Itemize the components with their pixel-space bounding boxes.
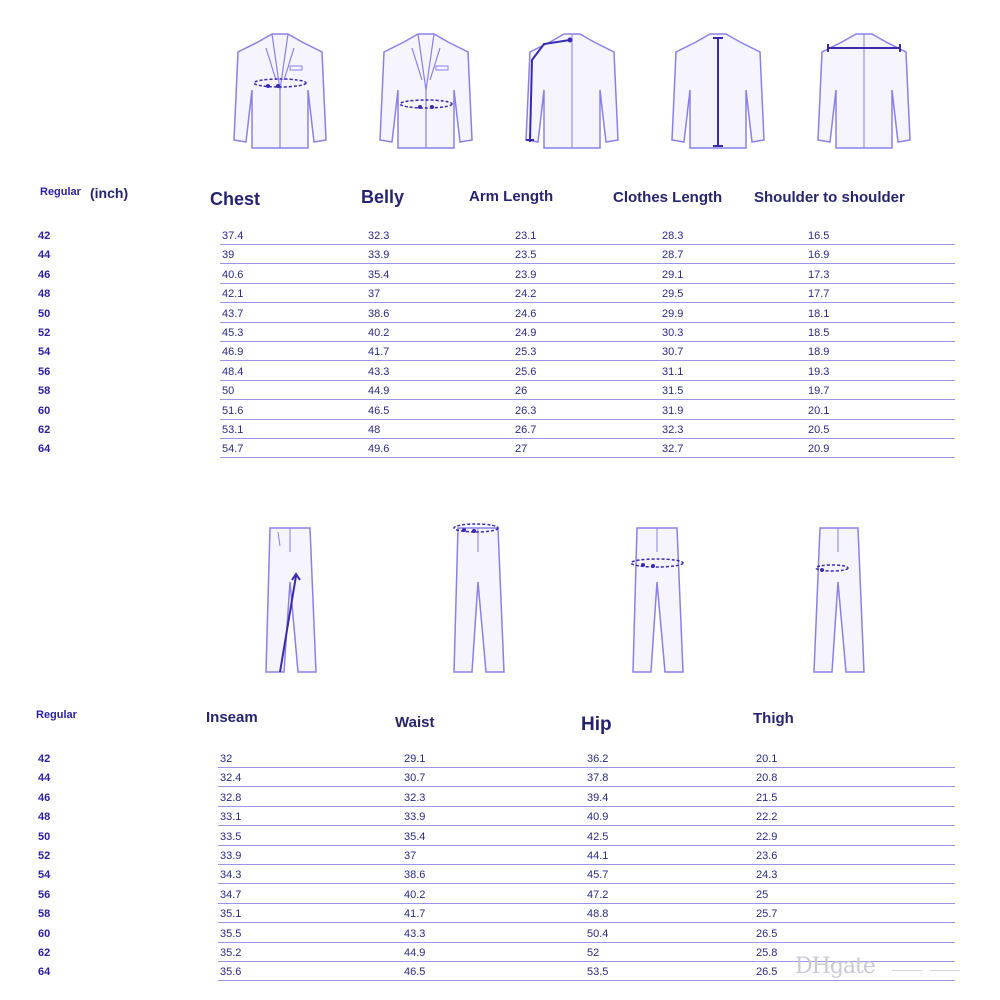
table-cell: 48.4 [222, 365, 244, 378]
row-divider [218, 903, 955, 904]
table-cell: 37 [404, 850, 417, 862]
jacket-unit-label: (inch) [90, 185, 129, 201]
pants-inseam-illustration [250, 522, 330, 678]
table-cell: 42.1 [222, 288, 244, 301]
table-cell: 46.5 [368, 404, 390, 417]
table-cell: 40.2 [368, 327, 390, 339]
table-cell: 32.3 [368, 230, 390, 242]
table-cell: 52 [587, 947, 600, 959]
table-cell: 18.1 [808, 307, 830, 320]
jacket-clothes-length-illustration [668, 30, 768, 152]
table-cell: 44.9 [404, 947, 426, 959]
table-cell: 33.9 [220, 850, 242, 862]
row-divider [220, 438, 955, 439]
table-cell: 19.3 [808, 365, 830, 378]
table-cell: 35.4 [368, 268, 390, 281]
jacket-shoulder-illustration [814, 30, 914, 152]
table-cell: 30.7 [662, 346, 684, 359]
table-cell: 29.5 [662, 288, 684, 301]
pants-col-hip: Hip [581, 714, 612, 735]
table-cell: 27 [515, 443, 528, 456]
table-cell: 19.7 [808, 385, 830, 398]
table-cell: 34.7 [220, 888, 242, 901]
table-cell: 50 [222, 385, 235, 398]
table-cell: 43.3 [368, 365, 390, 378]
table-cell: 44.1 [587, 850, 609, 862]
row-divider [218, 767, 955, 768]
table-cell: 32.3 [404, 791, 426, 804]
size-label: 52 [38, 327, 51, 339]
table-cell: 26.3 [515, 404, 537, 417]
table-cell: 53.5 [587, 966, 609, 979]
table-cell: 34.3 [220, 869, 242, 882]
size-label: 50 [38, 307, 51, 320]
table-cell: 20.8 [756, 772, 778, 785]
row-divider [220, 283, 955, 284]
table-cell: 44.9 [368, 385, 390, 398]
table-cell: 24.9 [515, 327, 537, 339]
row-divider [218, 942, 955, 943]
size-label: 42 [38, 753, 51, 765]
pants-col-waist: Waist [395, 714, 435, 731]
table-cell: 24.2 [515, 288, 537, 301]
row-divider [220, 457, 955, 458]
size-label: 44 [38, 772, 51, 785]
table-cell: 23.5 [515, 249, 537, 262]
jacket-regular-label: Regular [40, 186, 81, 198]
row-divider [218, 825, 955, 826]
table-cell: 50.4 [587, 927, 609, 940]
table-cell: 40.2 [404, 888, 426, 901]
row-divider [220, 263, 955, 264]
table-cell: 18.5 [808, 327, 830, 339]
table-cell: 20.9 [808, 443, 830, 456]
size-label: 64 [38, 443, 51, 456]
table-cell: 26.7 [515, 424, 537, 436]
row-divider [218, 845, 955, 846]
row-divider [218, 806, 955, 807]
jacket-chest-illustration [230, 30, 330, 152]
jacket-col-arm-length: Arm Length [469, 188, 554, 205]
table-cell: 32.4 [220, 772, 242, 785]
table-cell: 38.6 [368, 307, 390, 320]
table-cell: 35.1 [220, 908, 242, 921]
size-label: 60 [38, 404, 51, 417]
table-cell: 45.7 [587, 869, 609, 882]
size-label: 54 [38, 869, 51, 882]
row-divider [220, 360, 955, 361]
table-cell: 26.5 [756, 966, 778, 979]
row-divider [218, 883, 955, 884]
row-divider [218, 980, 955, 981]
table-cell: 23.1 [515, 230, 537, 242]
row-divider [218, 864, 955, 865]
size-label: 46 [38, 791, 51, 804]
table-cell: 25 [756, 888, 769, 901]
table-cell: 48 [368, 424, 381, 436]
table-cell: 24.3 [756, 869, 778, 882]
table-cell: 48.8 [587, 908, 609, 921]
table-cell: 40.6 [222, 268, 244, 281]
size-label: 42 [38, 230, 51, 242]
table-cell: 36.2 [587, 753, 609, 765]
table-cell: 16.5 [808, 230, 830, 242]
pants-regular-label: Regular [36, 709, 77, 721]
row-divider [220, 302, 955, 303]
jacket-belly-illustration [376, 30, 476, 152]
table-cell: 33.1 [220, 811, 242, 824]
table-cell: 37.8 [587, 772, 609, 785]
row-divider [220, 380, 955, 381]
table-cell: 43.7 [222, 307, 244, 320]
table-cell: 29.1 [662, 268, 684, 281]
table-cell: 18.9 [808, 346, 830, 359]
size-label: 46 [38, 268, 51, 281]
table-cell: 22.2 [756, 811, 778, 824]
table-cell: 28.7 [662, 249, 684, 262]
jacket-col-shoulder: Shoulder to shoulder [754, 189, 905, 206]
watermark-dash [930, 970, 960, 971]
pants-col-thigh: Thigh [753, 710, 794, 727]
table-cell: 31.5 [662, 385, 684, 398]
table-cell: 25.3 [515, 346, 537, 359]
table-cell: 46.9 [222, 346, 244, 359]
watermark-dash [892, 970, 922, 971]
table-cell: 46.5 [404, 966, 426, 979]
table-cell: 43.3 [404, 927, 426, 940]
row-divider [220, 399, 955, 400]
table-cell: 25.6 [515, 365, 537, 378]
table-cell: 53.1 [222, 424, 244, 436]
table-cell: 45.3 [222, 327, 244, 339]
jacket-col-clothes-length: Clothes Length [613, 189, 723, 206]
size-label: 62 [38, 424, 51, 436]
table-cell: 32.8 [220, 791, 242, 804]
table-cell: 49.6 [368, 443, 390, 456]
table-cell: 47.2 [587, 888, 609, 901]
jacket-col-chest: Chest [210, 189, 261, 209]
table-cell: 21.5 [756, 791, 778, 804]
table-cell: 25.8 [756, 947, 778, 959]
table-cell: 33.9 [404, 811, 426, 824]
table-cell: 30.3 [662, 327, 684, 339]
table-cell: 26 [515, 385, 528, 398]
table-cell: 39.4 [587, 791, 609, 804]
table-cell: 30.7 [404, 772, 426, 785]
table-cell: 35.2 [220, 947, 242, 959]
table-cell: 20.1 [756, 753, 778, 765]
table-cell: 20.1 [808, 404, 830, 417]
jacket-arm-length-illustration [522, 30, 622, 152]
table-cell: 37.4 [222, 230, 244, 242]
table-cell: 32 [220, 753, 233, 765]
table-cell: 29.9 [662, 307, 684, 320]
row-divider [220, 419, 955, 420]
table-cell: 51.6 [222, 404, 244, 417]
table-cell: 22.9 [756, 830, 778, 843]
row-divider [220, 322, 955, 323]
row-divider [218, 786, 955, 787]
table-cell: 31.1 [662, 365, 684, 378]
size-label: 60 [38, 927, 51, 940]
table-cell: 26.5 [756, 927, 778, 940]
jacket-col-belly: Belly [361, 187, 405, 207]
table-cell: 31.9 [662, 404, 684, 417]
size-label: 50 [38, 830, 51, 843]
table-cell: 17.3 [808, 268, 830, 281]
size-label: 54 [38, 346, 51, 359]
table-cell: 40.9 [587, 811, 609, 824]
table-cell: 42.5 [587, 830, 609, 843]
table-cell: 16.9 [808, 249, 830, 262]
table-cell: 24.6 [515, 307, 537, 320]
pants-col-inseam: Inseam [206, 709, 258, 726]
table-cell: 23.6 [756, 850, 778, 862]
size-label: 44 [38, 249, 51, 262]
table-cell: 20.5 [808, 424, 830, 436]
table-cell: 54.7 [222, 443, 244, 456]
size-label: 56 [38, 365, 51, 378]
size-label: 58 [38, 385, 51, 398]
table-cell: 28.3 [662, 230, 684, 242]
table-cell: 23.9 [515, 268, 537, 281]
table-cell: 35.4 [404, 830, 426, 843]
table-cell: 35.6 [220, 966, 242, 979]
table-cell: 38.6 [404, 869, 426, 882]
size-label: 64 [38, 966, 51, 979]
watermark-logo: DHgate [795, 954, 875, 979]
size-label: 62 [38, 947, 51, 959]
row-divider [220, 244, 955, 245]
table-cell: 32.7 [662, 443, 684, 456]
table-cell: 33.9 [368, 249, 390, 262]
table-cell: 25.7 [756, 908, 778, 921]
table-cell: 39 [222, 249, 235, 262]
table-cell: 41.7 [404, 908, 426, 921]
table-cell: 32.3 [662, 424, 684, 436]
table-cell: 35.5 [220, 927, 242, 940]
table-cell: 29.1 [404, 753, 426, 765]
row-divider [220, 341, 955, 342]
table-cell: 33.5 [220, 830, 242, 843]
size-label: 56 [38, 888, 51, 901]
table-cell: 17.7 [808, 288, 830, 301]
pants-hip-illustration [625, 522, 705, 678]
size-label: 48 [38, 288, 51, 301]
pants-thigh-illustration [806, 522, 886, 678]
table-cell: 37 [368, 288, 381, 301]
size-label: 52 [38, 850, 51, 862]
table-cell: 41.7 [368, 346, 390, 359]
size-label: 58 [38, 908, 51, 921]
pants-waist-illustration [440, 516, 520, 678]
row-divider [218, 922, 955, 923]
size-label: 48 [38, 811, 51, 824]
